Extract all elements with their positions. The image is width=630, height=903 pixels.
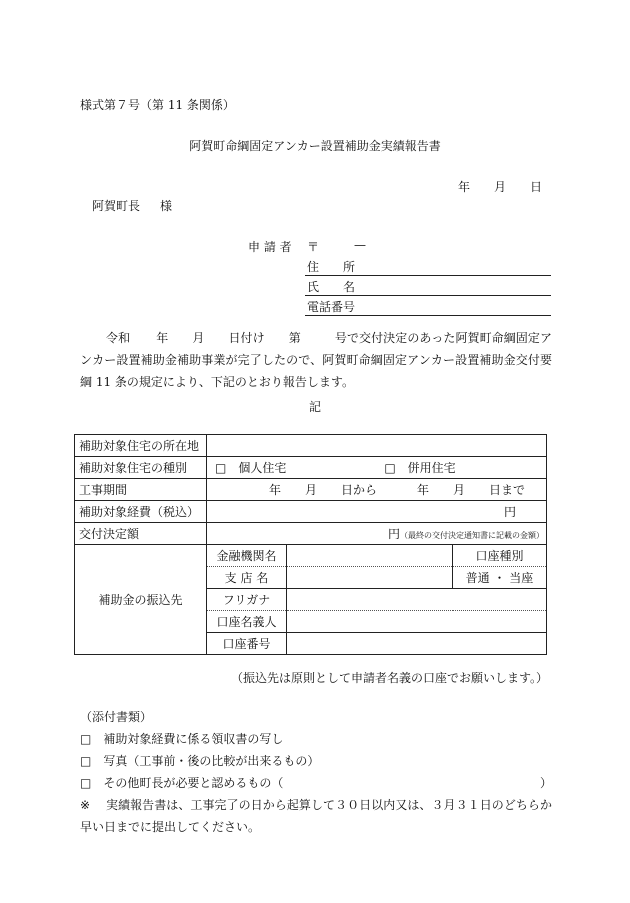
attachment-item: □ 補助対象経費に係る領収書の写し (80, 732, 284, 746)
bank-label: 金融機関名 (207, 545, 287, 567)
table-row (75, 479, 547, 501)
account-type-label: 口座種別 (453, 545, 547, 567)
account-number-label: 口座番号 (207, 633, 287, 655)
table-row (75, 545, 547, 567)
addressee-name: 阿賀町長 (92, 199, 141, 213)
report-table (74, 434, 547, 655)
report-paragraph (80, 327, 552, 393)
period-label: 工事期間 (75, 479, 207, 501)
address-label: 住 所 (307, 260, 356, 274)
table-row (75, 523, 547, 545)
phone-label: 電話番号 (307, 300, 356, 314)
branch-field[interactable] (287, 567, 453, 589)
ki-mark: 記 (309, 400, 322, 414)
location-label: 補助対象住宅の所在地 (75, 435, 207, 457)
furigana-field[interactable] (287, 589, 547, 611)
holder-field[interactable] (287, 611, 547, 633)
decision-note: （最終の交付決定通知書に記載の金額） (400, 531, 544, 540)
body-text: 号で交付決定のあった阿賀町命綱固定アンカー設置補助金補助事業が完了したので、阿賀町命綱固定アンカー設置補助金交付要綱 11 条の規定により、下記のとおり報告します。 (80, 331, 552, 389)
type-option-individual[interactable]: □ 個人住宅 (215, 461, 287, 475)
body-dai: 第 (288, 331, 301, 345)
attachment-item: □ その他町長が必要と認めるもの（ (80, 776, 284, 790)
date-year-label: 年 (458, 180, 471, 194)
postal-dash: — (354, 238, 366, 252)
date-day-label: 日 (530, 180, 543, 194)
account-number-field[interactable] (287, 633, 547, 655)
form-number: 様式第７号（第 11 条関係） (80, 98, 235, 112)
holder-label: 口座名義人 (207, 611, 287, 633)
date-month-label: 月 (494, 180, 507, 194)
period-start: 年 月 日から (269, 483, 378, 497)
attachment-item: □ 写真（工事前・後の比較が出来るもの） (80, 754, 320, 768)
name-label: 氏 名 (307, 280, 356, 294)
body-month: 月 (192, 331, 205, 345)
account-type-value[interactable]: 普通 ・ 当座 (453, 567, 547, 589)
table-row (75, 435, 547, 457)
name-line[interactable] (305, 295, 551, 296)
note-mark: ※ (80, 798, 91, 812)
table-row (75, 501, 547, 523)
note-text: 実績報告書は、工事完了の日から起算して３０日以内又は、３月３１日のどちらか早い日までに提出してください。 (80, 798, 552, 834)
applicant-label: 申 請 者 (248, 240, 292, 254)
addressee-honorific: 様 (160, 199, 173, 213)
decision-unit: 円 (387, 527, 400, 541)
decision-label: 交付決定額 (75, 523, 207, 545)
decision-field[interactable] (207, 523, 547, 545)
body-year: 年 (156, 331, 169, 345)
transfer-note: （振込先は原則として申請者名義の口座でお願いします。） (230, 671, 548, 685)
address-line[interactable] (305, 275, 551, 276)
period-field[interactable] (207, 479, 547, 501)
furigana-label: フリガナ (207, 589, 287, 611)
table-row (75, 457, 547, 479)
cost-label: 補助対象経費（税込） (75, 501, 207, 523)
transfer-label: 補助金の振込先 (75, 545, 207, 655)
period-end: 年 月 日まで (417, 483, 526, 497)
bank-field[interactable] (287, 545, 453, 567)
location-field[interactable] (207, 435, 547, 457)
branch-label: 支 店 名 (207, 567, 287, 589)
type-label: 補助対象住宅の種別 (75, 457, 207, 479)
attachment-item-close: ） (540, 776, 553, 790)
attachments-heading: （添付書類） (80, 710, 153, 724)
document-title: 阿賀町命綱固定アンカー設置補助金実績報告書 (189, 139, 441, 153)
type-field (207, 457, 547, 479)
cost-field[interactable] (207, 501, 547, 523)
body-era: 令和 (106, 331, 131, 345)
body-day: 日付け (228, 331, 265, 345)
phone-line[interactable] (305, 315, 551, 316)
postal-mark: 〒 (307, 240, 320, 254)
cost-unit: 円 (503, 505, 516, 519)
type-option-combined[interactable]: □ 併用住宅 (384, 461, 456, 475)
